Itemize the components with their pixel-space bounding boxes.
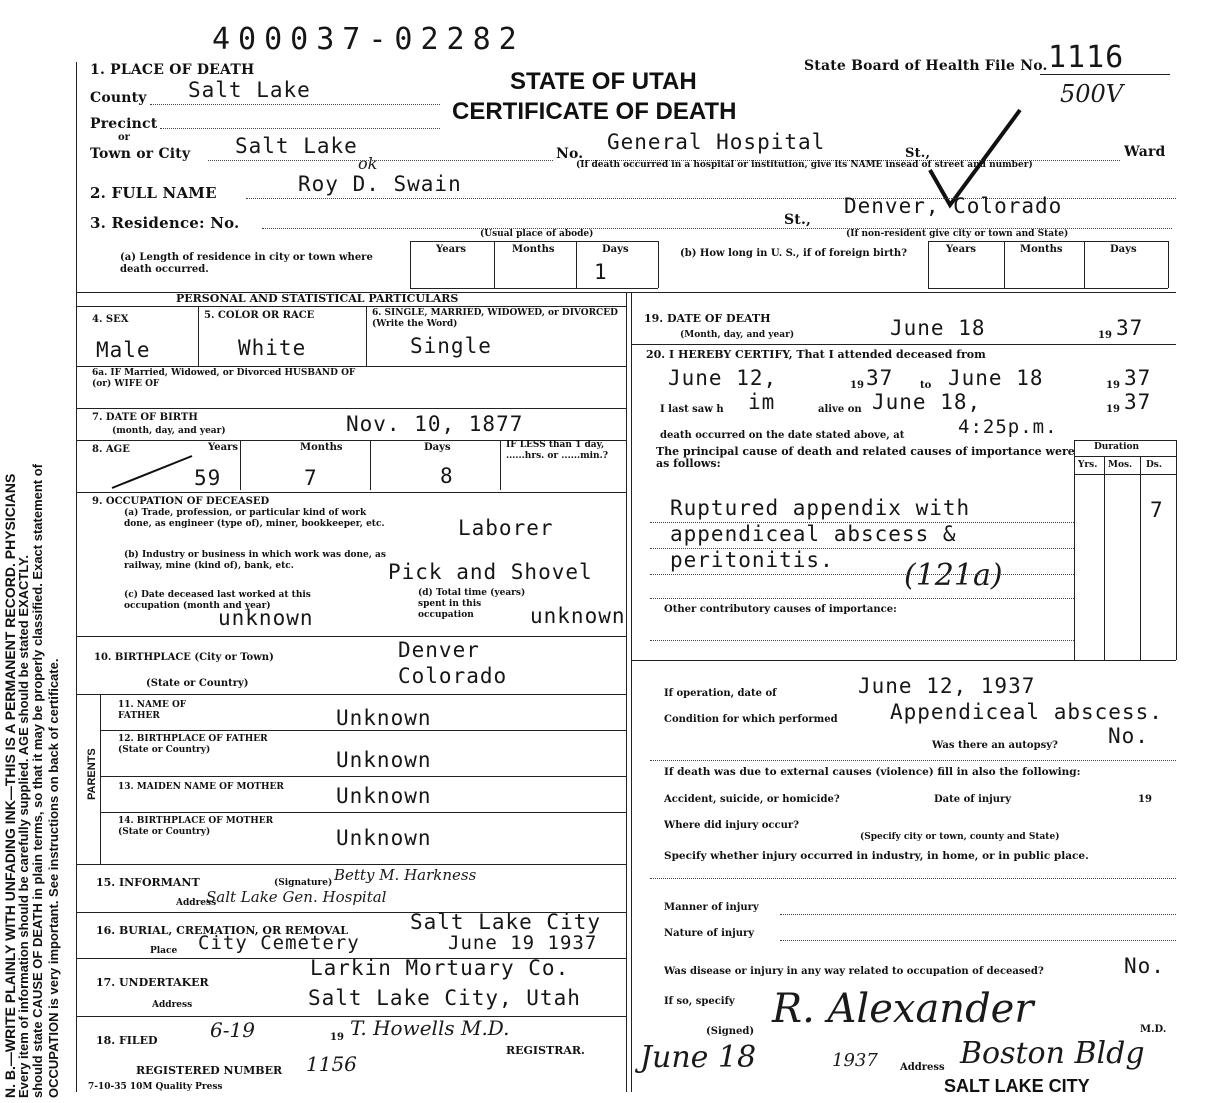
md-label: M.D.: [1140, 1024, 1167, 1035]
registrar-signature: T. Howells M.D.: [350, 1016, 510, 1040]
father-value: Unknown: [336, 706, 432, 730]
marital-label: 6. SINGLE, MARRIED, WIDOWED, or DIVORCED (Write the Word): [372, 308, 618, 329]
us-years-header: Years: [946, 244, 977, 255]
us-days-header: Days: [1110, 244, 1137, 255]
burial-label: 16. BURIAL, CREMATION, OR REMOVAL: [96, 924, 348, 937]
physician-address-label: Address: [900, 1062, 945, 1073]
specify-injury-label: Specify whether injury occurred in industry, in home, or in public place.: [664, 850, 1089, 862]
town-value: Salt Lake: [235, 134, 358, 158]
where-injury-label: Where did injury occur?: [664, 820, 800, 831]
file-number-label: State Board of Health File No.: [804, 58, 1048, 74]
file-note: 500V: [1060, 80, 1124, 108]
town-label: Town or City: [90, 146, 191, 162]
certificate-number: 400037-02282: [212, 22, 525, 57]
color-label: 5. COLOR OR RACE: [204, 310, 315, 321]
dob-label: 7. DATE OF BIRTH: [92, 412, 198, 423]
registered-number: 1156: [306, 1052, 357, 1076]
marital-value: Single: [410, 334, 492, 358]
dob-value: Nov. 10, 1877: [346, 412, 524, 436]
father-label: 11. NAME OF FATHER: [118, 700, 187, 721]
nonresident-note: (If non-resident give city or town and State): [846, 229, 1069, 239]
nature-label: Nature of injury: [664, 928, 755, 939]
file-underline: [1040, 74, 1170, 75]
full-name-label: 2. FULL NAME: [90, 184, 217, 202]
duration-days-value: 7: [1150, 498, 1164, 522]
to-year-prefix: 19: [1106, 380, 1120, 391]
county-label: County: [90, 90, 147, 106]
spouse-label: 6a. IF Married, Widowed, or Divorced HUSBAND OF (or) WIFE OF: [92, 368, 356, 389]
full-name-value: Roy D. Swain: [298, 172, 462, 196]
abode-note: (Usual place of abode): [480, 229, 594, 239]
to-date: June 18: [948, 366, 1044, 390]
signed-label: (Signed): [706, 1026, 755, 1037]
operation-date: June 12, 1937: [858, 674, 1036, 698]
autopsy-label: Was there an autopsy?: [932, 740, 1058, 751]
footer-print: 7-10-35 10M Quality Press: [88, 1082, 223, 1092]
dod-value: June 18: [890, 316, 986, 340]
external-causes-label: If death was due to external causes (violence) fill in also the following:: [664, 766, 1081, 778]
undertaker-label: 17. UNDERTAKER: [96, 976, 209, 989]
informant-address-label: Address: [176, 898, 217, 908]
registered-number-label: REGISTERED NUMBER: [136, 1064, 283, 1077]
alive-date: June 18,: [872, 390, 982, 414]
informant-label: 15. INFORMANT: [96, 876, 200, 889]
cause-line-3: peritonitis.: [670, 548, 834, 572]
physician-address: Boston Bldg: [960, 1036, 1145, 1071]
res-years-header: Years: [436, 244, 467, 255]
mother-value: Unknown: [336, 784, 432, 808]
us-residence-label: (b) How long in U. S., if of foreign birth?: [680, 248, 907, 259]
father-birthplace-label: 12. BIRTHPLACE OF FATHER (State or Country): [118, 734, 268, 755]
res-months-header: Months: [512, 244, 555, 255]
mother-birthplace-label: 14. BIRTHPLACE OF MOTHER (State or Country): [118, 816, 274, 837]
manner-label: Manner of injury: [664, 902, 759, 913]
death-time: 4:25p.m.: [958, 416, 1058, 438]
to-label: to: [920, 380, 932, 391]
contributory-label: Other contributory causes of importance:: [664, 604, 897, 615]
dod-year: 37: [1116, 316, 1144, 340]
birthplace-label: 10. BIRTHPLACE (City or Town): [94, 652, 274, 663]
side-instructions-line2: Every item of information should be carefully supplied. AGE should be stated EXACTLY.: [16, 555, 31, 1098]
parents-label: PARENTS: [86, 748, 98, 800]
occ-b-value: Pick and Shovel: [388, 560, 593, 584]
related-label: Was disease or injury in any way related to occupation of deceased?: [664, 966, 1044, 977]
birthplace-state: Colorado: [398, 664, 508, 688]
signed-year: 1937: [832, 1050, 878, 1071]
title-certificate: CERTIFICATE OF DEATH: [452, 98, 737, 125]
place-of-death-label: 1. PLACE OF DEATH: [90, 62, 255, 78]
age-months-header: Months: [300, 442, 343, 453]
age-days-value: 8: [440, 464, 454, 488]
file-number: 1116: [1048, 40, 1125, 75]
operation-label: If operation, date of: [664, 688, 777, 699]
age-years-header: Years: [208, 442, 239, 453]
birthplace-city: Denver: [398, 638, 480, 662]
sex-value: Male: [96, 338, 151, 362]
residence-value: Denver, Colorado: [844, 194, 1063, 218]
or-label: or: [118, 132, 130, 143]
occ-d-label: (d) Total time (years) spent in this occupation: [418, 588, 526, 620]
title-state: STATE OF UTAH: [510, 68, 697, 95]
occ-c-value: unknown: [218, 606, 314, 630]
duration-yrs: Yrs.: [1078, 460, 1098, 470]
burial-value: Salt Lake City: [410, 910, 602, 934]
dod-label: 19. DATE OF DEATH: [644, 312, 771, 325]
last-saw-value: im: [748, 390, 776, 414]
certify-label: 20. I HEREBY CERTIFY, That I attended deceased from: [646, 348, 986, 361]
side-instructions-line4: OCCUPATION is very important. See instructions on back of certificate.: [46, 658, 61, 1098]
cause-line-2: appendiceal abscess &: [670, 522, 957, 546]
registrar-label: REGISTRAR.: [506, 1044, 585, 1057]
side-instructions-line3: should state CAUSE OF DEATH in plain terms, so that it may be properly classified. Exact statement of: [30, 463, 45, 1098]
dod-year-prefix: 19: [1098, 330, 1112, 341]
undertaker-address-label: Address: [152, 1000, 193, 1010]
city-stamp: SALT LAKE CITY: [944, 1076, 1090, 1096]
personal-header: PERSONAL AND STATISTICAL PARTICULARS: [176, 292, 459, 305]
age-less-label: IF LESS than 1 day, ......hrs. or ......min.?: [506, 440, 608, 461]
sex-label: 4. SEX: [92, 314, 129, 325]
undertaker-address: Salt Lake City, Utah: [308, 986, 581, 1010]
informant-address: Salt Lake Gen. Hospital: [206, 888, 387, 906]
occurred-label: death occurred on the date stated above, at: [660, 430, 905, 441]
filed-value: 6-19: [210, 1018, 255, 1042]
mother-birthplace-value: Unknown: [336, 826, 432, 850]
condition-value: Appendiceal abscess.: [890, 700, 1163, 724]
occupation-label: 9. OCCUPATION OF DECEASED: [92, 496, 270, 507]
ok-mark: ok: [358, 154, 378, 173]
where-injury-note: (Specify city or town, county and State): [860, 832, 1060, 842]
residence-st-label: St.,: [784, 212, 812, 228]
age-years-value: 59: [194, 466, 222, 490]
occ-d-value: unknown: [530, 604, 626, 628]
us-months-header: Months: [1020, 244, 1063, 255]
color-value: White: [238, 336, 307, 360]
age-days-header: Days: [424, 442, 451, 453]
signed-date: June 18: [640, 1040, 757, 1075]
length-residence-label: (a) Length of residence in city or town where death occurred.: [120, 252, 373, 275]
from-year-prefix: 19: [850, 380, 864, 391]
father-birthplace-value: Unknown: [336, 748, 432, 772]
age-months-value: 7: [304, 466, 318, 490]
injury-year-label: 19: [1138, 794, 1152, 805]
accident-label: Accident, suicide, or homicide?: [664, 794, 840, 805]
cause-code: (121a): [904, 558, 1003, 593]
alive-year-prefix: 19: [1106, 404, 1120, 415]
hospital-value: General Hospital: [607, 130, 826, 154]
duration-ds: Ds.: [1146, 460, 1163, 470]
precinct-label: Precinct: [90, 116, 158, 132]
mother-label: 13. MAIDEN NAME OF MOTHER: [118, 782, 284, 792]
age-check-mark-icon: [108, 452, 198, 492]
res-days-value: 1: [594, 260, 608, 284]
to-year: 37: [1124, 366, 1152, 390]
duration-label: Duration: [1094, 442, 1140, 452]
duration-mos: Mos.: [1108, 460, 1133, 470]
injury-date-label: Date of injury: [934, 794, 1012, 805]
if-so-label: If so, specify: [664, 996, 735, 1007]
filed-year-label: 19: [330, 1032, 344, 1043]
occ-a-label: (a) Trade, profession, or particular kind of work done, as engineer (type of), miner, bookkeeper, etc.: [124, 508, 385, 529]
occ-a-value: Laborer: [458, 516, 554, 540]
informant-sig-label: (Signature): [274, 878, 333, 888]
dob-sub-label: (month, day, and year): [112, 426, 226, 436]
street-label: St.,: [905, 146, 931, 161]
ward-label: Ward: [1124, 144, 1166, 160]
county-value: Salt Lake: [188, 78, 311, 102]
birthplace-state-label: (State or Country): [146, 678, 249, 689]
res-days-header: Days: [602, 244, 629, 255]
hospital-note: (If death occurred in a hospital or institution, give its NAME insead of street and number): [576, 160, 1033, 170]
occ-b-label: (b) Industry or business in which work was done, as railway, mine (kind of), bank, etc.: [124, 550, 386, 571]
condition-label: Condition for which performed: [664, 714, 838, 725]
age-label: 8. AGE: [92, 444, 130, 455]
informant-signature: Betty M. Harkness: [334, 866, 477, 884]
cause-label: The principal cause of death and related causes of importance were as follows:: [656, 445, 1075, 470]
alive-label: alive on: [818, 404, 862, 415]
side-instructions-line1: N. B.—WRITE PLAINLY WITH UNFADING INK—THIS IS A PERMANENT RECORD. PHYSICIANS: [2, 473, 18, 1098]
burial-date-value: June 19 1937: [448, 932, 598, 954]
cause-line-1: Ruptured appendix with: [670, 496, 971, 520]
alive-year: 37: [1124, 390, 1152, 414]
occ-c-label: (c) Date deceased last worked at this occupation (month and year): [124, 590, 311, 611]
dod-sub-label: (Month, day, and year): [680, 330, 795, 340]
related-value: No.: [1124, 954, 1165, 978]
autopsy-value: No.: [1108, 724, 1149, 748]
last-saw-label: I last saw h: [660, 404, 724, 415]
filed-label: 18. FILED: [96, 1034, 158, 1047]
residence-label: 3. Residence: No.: [90, 214, 240, 232]
from-year: 37: [866, 366, 894, 390]
physician-signature: R. Alexander: [772, 986, 1034, 1032]
burial-place-value: City Cemetery: [198, 932, 360, 954]
undertaker-value: Larkin Mortuary Co.: [310, 956, 570, 980]
burial-place-label: Place: [150, 946, 178, 956]
hospital-no-label: No.: [556, 146, 584, 162]
from-date: June 12,: [668, 366, 778, 390]
